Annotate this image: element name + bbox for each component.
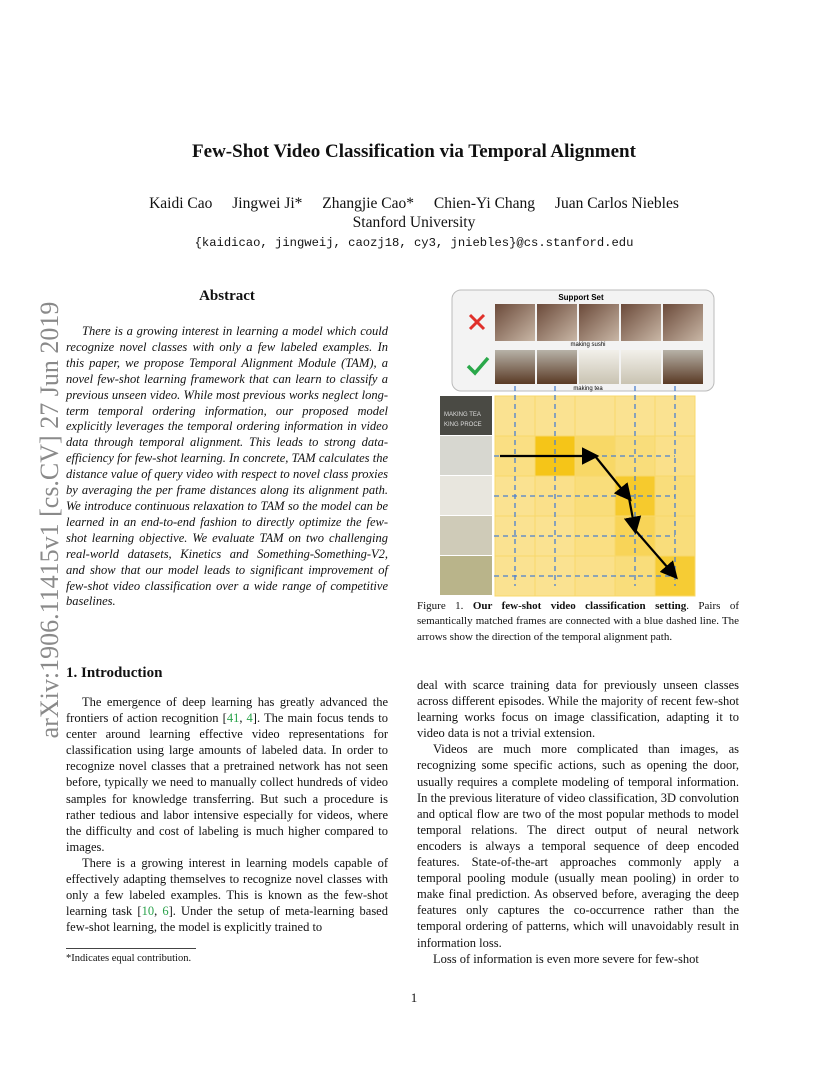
citation-separator: , (154, 904, 163, 919)
caption-text: . Pairs of semantically matched frames are connected with a blue dashed line. The arrows show the direction of the temporal alignment path. (417, 600, 739, 643)
support-frame-sushi (579, 304, 619, 341)
citation-link[interactable]: 6 (162, 904, 169, 919)
citation-link[interactable]: 41 (226, 711, 240, 726)
query-frame (440, 556, 492, 595)
paragraph-text: ]. The main focus tends to center around learning effective video representations for classification using large amounts of labeled data. In order to recognize novel classes that a pretrained network has not seen before, typically we need to manually collect hundreds of video samples for knowledge transferring. But such a procedure is rather tedious and labor intensive especially for videos, where the difficulty and cost of labeling is much higher compared to images. (66, 711, 388, 854)
query-frame (440, 516, 492, 555)
figure-caption (417, 599, 739, 645)
figure-1 (440, 288, 715, 598)
author-list (0, 195, 828, 213)
abstract-body: There is a growing interest in learning a model which could recognize novel classes with only a few labeled examples. In this paper, we propose Temporal Alignment Module (TAM), a novel few-shot learning framework that can learn to classify a previous unseen video. While most previous works neglect long-term temporal ordering information, our proposed model explicitly leverages the temporal ordering information in video data through temporal alignment. This leads to strong data-efficiency for few-shot learning. In concrete, TAM calculates the distance value of query video with respect to novel class proxies by averaging the per frame distances along its alignment path. We introduce continuous relaxation to TAM so the model can be learned in an end-to-end fashion to directly optimize the few-shot learning objective. We evaluate TAM on two challenging real-world datasets, Kinetics and Something-Something-V2, and show that our model leads to significant improvement of few-shot video classification over a wide range of competitive baselines. (66, 324, 388, 609)
author: Juan Carlos Niebles (554, 195, 679, 212)
author-emails: {kaidicao, jingweij, caozj18, cy3, jniebles}@cs.stanford.edu (194, 236, 634, 250)
support-frame-tea (663, 350, 703, 384)
support-set-title: Support Set (558, 293, 604, 302)
paragraph-text: There is a growing interest in learning models capable of effectively adapting themselves to recognize novel classes with only a few labeled examples. This is known as the few-shot learning task [ (66, 855, 388, 919)
support-frame-sushi (663, 304, 703, 341)
paragraph: deal with scarce training data for previously unseen classes across different episodes. While the majority of recent few-shot learning works focus on image classification, adapting it to video data is not a trivial extension. (417, 678, 739, 741)
label-making-sushi: making sushi (570, 342, 606, 348)
paragraph-text: The emergence of deep learning has greatly advanced the frontiers of action recognition [ (66, 695, 388, 726)
alignment-cell (575, 396, 615, 436)
caption-bold: Our few-shot video classification setting (472, 600, 687, 612)
paragraph (66, 855, 388, 935)
paragraph: Loss of information is even more severe for few-shot (433, 951, 699, 966)
left-column-body (66, 694, 388, 935)
right-column-body (417, 677, 739, 967)
citation-link[interactable]: 4 (246, 711, 253, 726)
paragraph: Videos are much more complicated than images, as recognizing some specific actions, such as opening the door, usually requires a complete modeling of temporal information. In the previous literature of video classification, 3D convolution and optical flow are two of the most popular methods to model temporal relations. The direct output of neural network encoders is always a temporal sequence of deep encoded features. State-of-the-art approaches commonly apply a temporal pooling module (usually mean pooling) in order to make final prediction. As observed before, averaging the deep features only captures the co-occurrence rather than the temporal ordering of patterns, which will unavoidably result in information loss. (417, 742, 739, 950)
caption-label: Figure 1. (417, 600, 464, 612)
abstract-heading: Abstract (199, 288, 255, 304)
query-overlay-text: MAKING TEA (444, 412, 481, 418)
support-frame-tea (621, 350, 661, 384)
section-heading: 1. Introduction (66, 665, 163, 681)
support-frame-tea (579, 350, 619, 384)
footnote: *Indicates equal contribution. (66, 953, 192, 964)
support-frame-sushi (621, 304, 661, 341)
paper-title: Few-Shot Video Classification via Temporal Alignment (192, 141, 636, 162)
query-overlay-text: KING PROCE (444, 422, 482, 428)
label-making-tea: making tea (573, 386, 603, 392)
citation-link[interactable]: 10 (141, 904, 155, 919)
arxiv-id: arXiv:1906.11415v1 [cs.CV] 27 Jun 2019 (35, 301, 64, 739)
author: Kaidi Cao (149, 195, 213, 212)
author: Chien-Yi Chang (433, 195, 536, 212)
page-number: 1 (410, 990, 418, 1005)
affiliation: Stanford University (352, 214, 476, 231)
paragraph-text: ]. Under the setup of meta-learning based few-shot learning, the model is explicitly trained to (66, 904, 388, 935)
query-frame (440, 476, 492, 515)
paragraph (66, 694, 388, 855)
figure-1-graphic (440, 288, 715, 598)
author: Jingwei Ji* (232, 195, 303, 212)
footnote-rule (66, 948, 196, 949)
support-frame-sushi (537, 304, 577, 341)
support-frame-tea (537, 350, 577, 384)
support-frame-tea (495, 350, 535, 384)
author: Zhangjie Cao* (322, 195, 414, 212)
citation-separator: , (239, 711, 247, 726)
support-frame-sushi (495, 304, 535, 341)
query-frame (440, 436, 492, 475)
